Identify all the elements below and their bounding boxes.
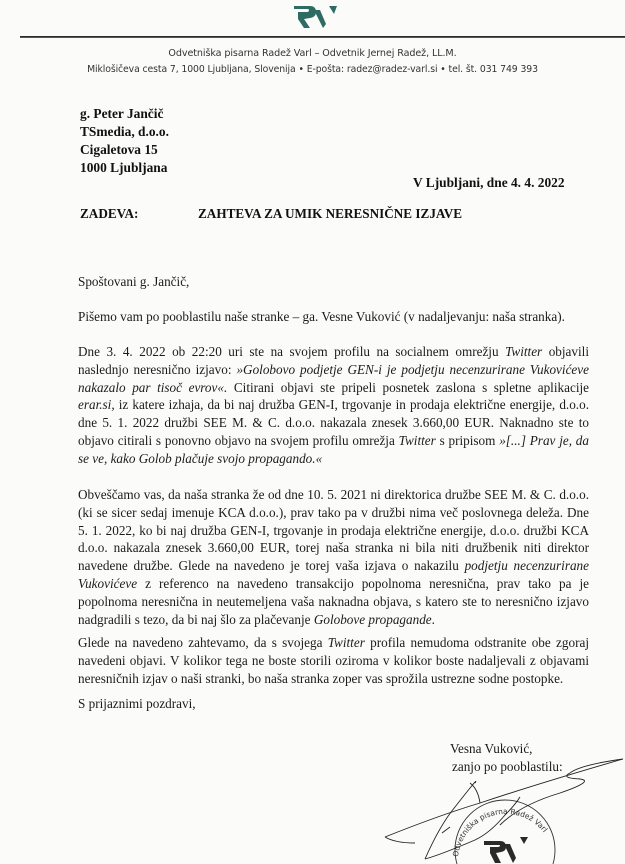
signature-and-stamp — [380, 745, 625, 864]
recipient-street: Cigaletova 15 — [80, 142, 158, 157]
signatory-name: Vesna Vuković, — [450, 741, 533, 756]
text-run: iz katere izhaja, da bi naj družba GEN-I, trgovanje in prodaja električne energije, d.o.o. dne 5. 1. 2022 družbi SEE M. & C. d.o.o. nakazala znesek 3.660,00 EUR. Naknadno ste to objavo citirali s ponovno objavo na svojem profilu omrežja — [78, 397, 589, 448]
text-run: z referenco na navedeno transakcijo popolnoma neresnična, prav tako pa je popolnoma neresnična in neutemeljena vaša naknadna objava, s katero ste to neresnično izjavo nadgradili s tezo, da bi naj šlo za plačevanje — [78, 575, 589, 627]
signatory-role: zanjo po pooblastilu: — [452, 759, 563, 774]
paragraph-statement — [78, 343, 589, 468]
text-run: Glede na navedeno zahtevamo, da s svojega — [78, 635, 328, 650]
date-line: V Ljubljani, dne 4. 4. 2022 — [413, 175, 565, 190]
subject-title: ZAHTEVA ZA UMIK NERESNIČNE IZJAVE — [198, 206, 463, 221]
header-divider — [20, 36, 625, 38]
text-run-italic: erar.si, — [78, 397, 115, 413]
quoted-repost: »[...] Prav je, da se ve, kako Golob plačuje svojo propagando.« — [78, 432, 589, 466]
text-run-italic: Twitter — [398, 432, 436, 448]
closing: S prijaznimi pozdravi, — [78, 696, 196, 711]
recipient-address — [80, 105, 169, 177]
subject-label: ZADEVA: — [80, 206, 139, 221]
firm-name-line: Odvetniška pisarna Radež Varl – Odvetnik Jernej Radež, LL.M. — [168, 48, 457, 59]
text-run-italic: Twitter — [505, 344, 543, 359]
recipient-company: TSmedia, d.o.o. — [80, 124, 169, 139]
recipient-name: g. Peter Jančič — [80, 106, 164, 121]
text-run-italic: Golobove propagande — [313, 611, 432, 627]
salutation: Spoštovani g. Jančič, — [78, 274, 190, 289]
text-run: profila nemudoma odstranite obe zgoraj navedeni objavi. V kolikor tega ne boste storili oziroma v kolikor boste nadaljevali z objavami neresničnih izjav o naši stranki, bo naša stranka zoper vas sprožila ustrezne sodne postopke. — [78, 635, 589, 686]
paragraph-demand — [78, 634, 589, 687]
paragraph-facts — [78, 486, 589, 628]
text-run: s pripisom — [435, 432, 500, 448]
paragraph-intro: Pišemo vam po pooblastilu naše stranke – ga. Vesne Vuković (v nadaljevanju: naša stranka). — [78, 309, 565, 324]
stamp-icon — [451, 800, 555, 864]
text-run-italic: Twitter — [327, 635, 365, 650]
text-run: objavili naslednjo neresnično izjavo: — [78, 344, 589, 377]
text-run-italic: podjetju necenzurirane Vukovićeve — [78, 558, 589, 591]
firm-contact-line: Miklošičeva cesta 7, 1000 Ljubljana, Slovenija • E-pošta: radez@radez-varl.si • tel. št. 031 749 393 — [87, 64, 538, 75]
text-run: Citirani objavi ste pripeli posnetek zaslona s spletne aplikacije — [227, 379, 589, 395]
text-run: . — [431, 611, 435, 627]
text-run: Obveščamo vas, da naša stranka že od dne 10. 5. 2021 ni direktorica družbe SEE M. & C. d.o.o. (ki se sicer sedaj imenuje KCA d.o.o.), prav tako pa v družbi nima več poslovnega deleža. Dne 5. 1. 2022, ko bi naj družba GEN-I, trgovanje in prodaja električne energije, d.o.o. družbi KCA d.o.o. nakazala znesek 3.660,00 EUR, torej naša stranka ni bila niti družbenik niti direktor navedene družbe. Glede na navedeno je torej vaša izjava o nakazilu — [78, 487, 589, 574]
firm-logo-icon — [292, 4, 338, 30]
quoted-statement: »Golobovo podjetje GEN-i je podjetju necenzurirane Vukovićeve nakazalo par tisoč evrov«. — [78, 361, 589, 395]
text-run: Dne 3. 4. 2022 ob 22:20 uri ste na svojem profilu na socialnem omrežju — [78, 344, 506, 359]
recipient-city: 1000 Ljubljana — [80, 160, 168, 175]
stamp-text: Odvetniška pisarna Radež Varl — [450, 806, 550, 858]
